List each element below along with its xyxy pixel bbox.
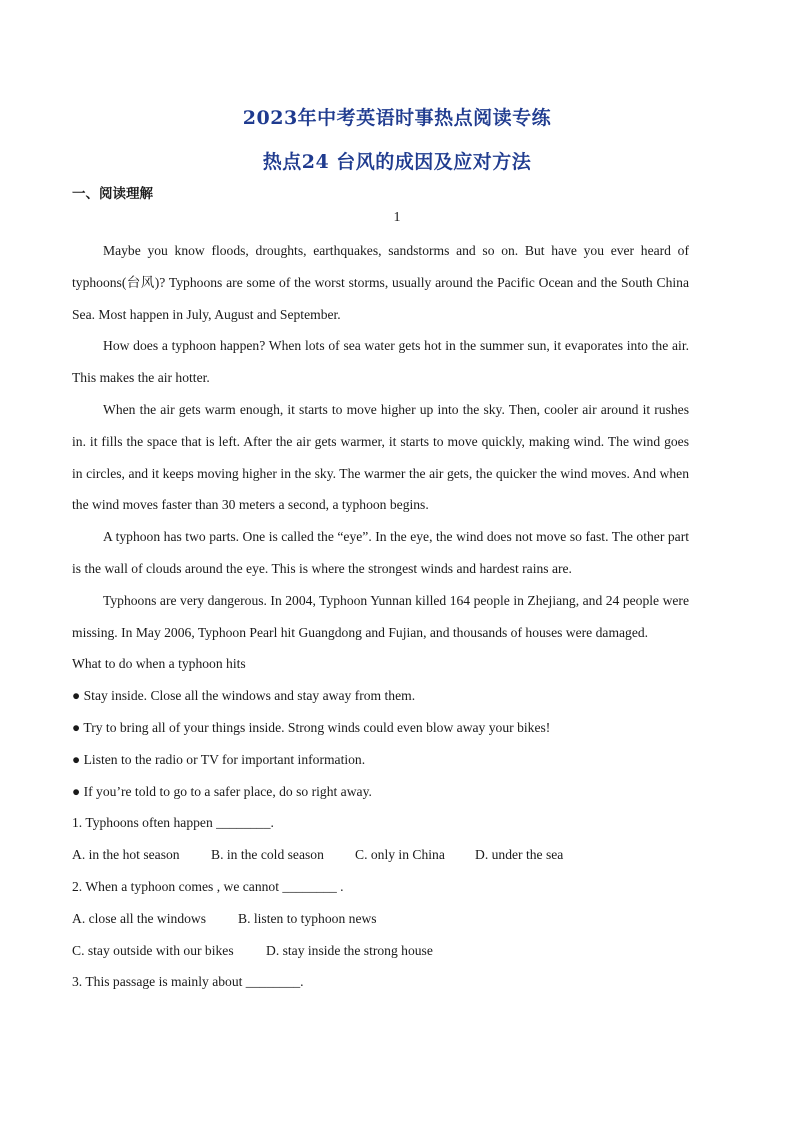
option-a: A. in the hot season: [72, 847, 180, 863]
question-1-options: [72, 839, 689, 871]
tip-item: ● If you’re told to go to a safer place, do so right away.: [72, 783, 372, 799]
option-d: D. stay inside the strong house: [266, 942, 433, 958]
paragraph-1: Maybe you know floods, droughts, earthquakes, sandstorms and so on. But have you ever heard of typhoons(台风)? Typhoons are some of the worst storms, usually around the Pacific Ocean and the South China Sea. Most happen in July, August and September.: [72, 243, 689, 322]
option-c: C. stay outside with our bikes: [72, 942, 234, 958]
tip-item: ● Listen to the radio or TV for important information.: [72, 751, 366, 767]
question-3-stem: 3. This passage is mainly about ________.: [72, 974, 304, 990]
option-a: A. close all the windows: [72, 910, 207, 926]
tips-heading: What to do when a typhoon hits: [72, 656, 246, 672]
option-c: C. only in China: [355, 847, 445, 863]
question-2-options-row-1: [72, 903, 689, 935]
question-2-options-row-2: [72, 935, 689, 967]
tip-item: ● Stay inside. Close all the windows and stay away from them.: [72, 688, 416, 704]
document-subtitle: 热点24 台风的成因及应对方法: [262, 151, 532, 173]
option-b: B. in the cold season: [211, 847, 324, 863]
paragraph-3: When the air gets warm enough, it starts to move higher up into the sky. Then, cooler air around it rushes in. it fills the space that is left. After the air gets warmer, it starts to move quickly, making wind. The wind goes in circles, and it keeps moving higher in the sky. The warmer the air gets, the quicker the wind moves. And when the wind moves faster than 30 meters a second, a typhoon begins.: [72, 401, 689, 513]
option-b: B. listen to typhoon news: [238, 910, 377, 926]
passage-body: [72, 235, 689, 998]
paragraph-5: Typhoons are very dangerous. In 2004, Typhoon Yunnan killed 164 people in Zhejiang, and 24 people were missing. In May 2006, Typhoon Pearl hit Guangdong and Fujian, and thousands of houses were damaged.: [72, 592, 689, 640]
tip-item: ● Try to bring all of your things inside. Strong winds could even blow away your bikes!: [72, 719, 551, 735]
document-title: 2023年中考英语时事热点阅读专练: [242, 107, 552, 129]
option-d: D. under the sea: [475, 847, 564, 863]
paragraph-2: How does a typhoon happen? When lots of sea water gets hot in the summer sun, it evaporates into the air. This makes the air hotter.: [72, 338, 689, 386]
passage-number: 1: [393, 210, 401, 225]
question-2-stem: 2. When a typhoon comes , we cannot ________ .: [72, 878, 344, 894]
paragraph-4: A typhoon has two parts. One is called the “eye”. In the eye, the wind does not move so fast. The other part is the wall of clouds around the eye. This is where the strongest winds and hardest rains are.: [72, 529, 689, 576]
question-1-stem: 1. Typhoons often happen ________.: [72, 815, 274, 831]
section-heading: 一、阅读理解: [72, 186, 153, 202]
